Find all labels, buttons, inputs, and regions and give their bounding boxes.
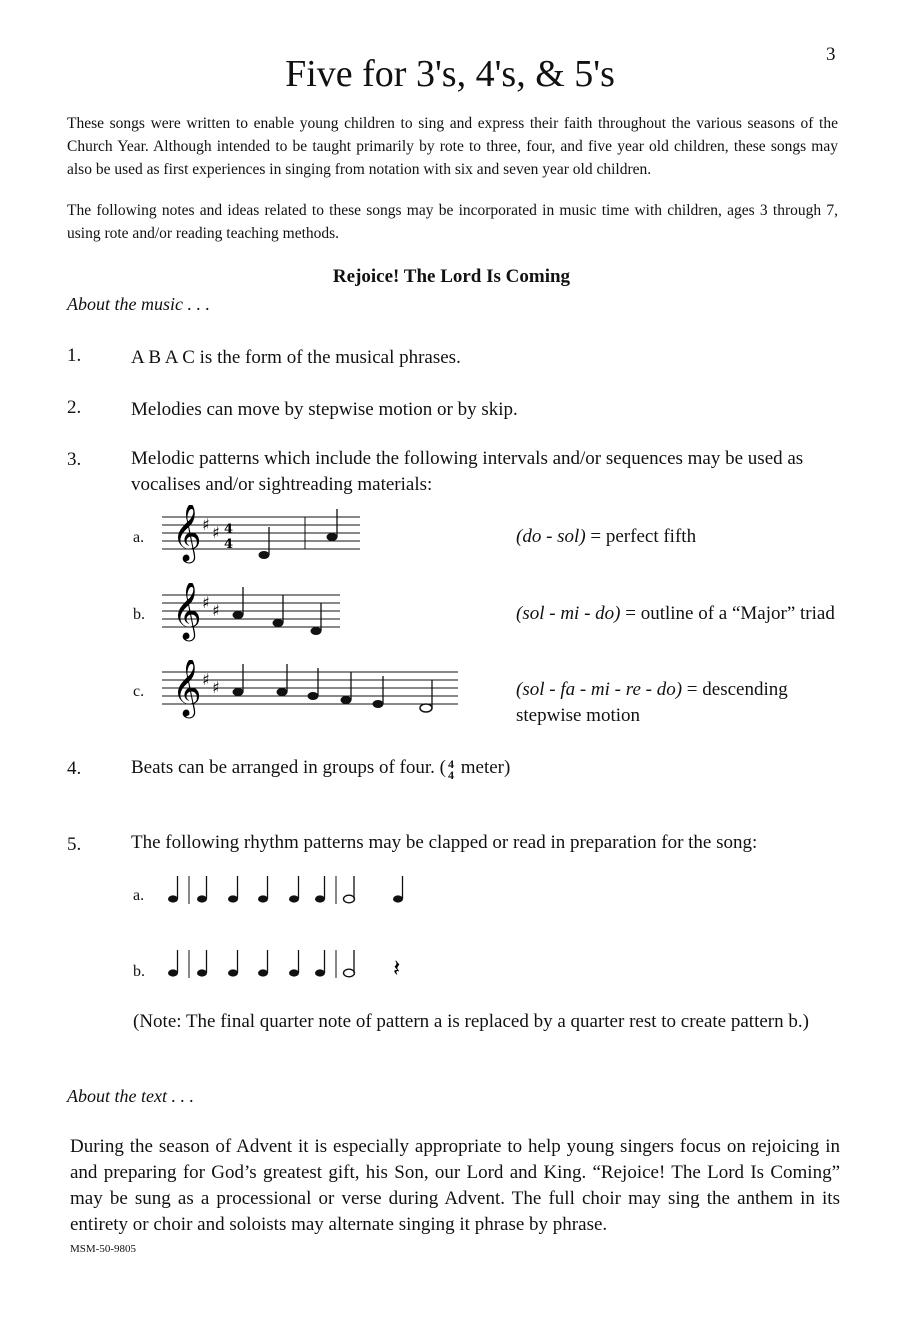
page-title: Five for 3's, 4's, & 5's <box>285 53 615 95</box>
pattern-description <box>516 677 846 729</box>
item-text <box>131 755 510 781</box>
meter-top: 4 <box>447 757 454 771</box>
pattern-description <box>516 601 836 627</box>
item-text-after: meter) <box>455 757 511 778</box>
note-head <box>327 533 338 541</box>
footer-code: MSM-50-9805 <box>70 1243 137 1255</box>
note-head <box>233 611 244 619</box>
item-number: 3. <box>67 449 82 470</box>
item-text: Melodies can move by stepwise motion or by skip. <box>131 399 518 420</box>
song-title: Rejoice! The Lord Is Coming <box>332 266 571 287</box>
staff-pattern-c <box>160 660 465 725</box>
item-number: 1. <box>67 345 82 366</box>
note-head <box>420 704 432 712</box>
staff-pattern-b <box>160 583 370 648</box>
sharp-icon: ♯ <box>202 593 210 612</box>
quarter-rest-icon: 𝄽 <box>393 954 401 982</box>
intro-paragraph: The following notes and ideas related to these songs may be incorporated in music time with children, ages 3 through 7, using rote and/or reading teaching methods. <box>67 202 838 242</box>
note-head <box>311 627 322 635</box>
rhythm-pattern-b <box>160 942 420 982</box>
item-text: Melodic patterns which include the following intervals and/or sequences may be used as vocalises and/or sightreading materials: <box>131 448 804 495</box>
svg-text:4: 4 <box>224 537 234 552</box>
text-paragraph: During the season of Advent it is especially appropriate to help young singers focus on rejoicing in and preparing for God’s greatest gift, his Son, our Lord and King. “Rejoice! The Lord Is Coming” may be sung as a processional or verse during Advent. The full choir may sing the anthem in its entirety or choir and soloists may alternate singing it phrase by phrase. <box>70 1136 840 1235</box>
intro-paragraph: These songs were written to enable young children to sing and express their faith throughout the various seasons of the Church Year. Although intended to be taught primarily by rote to three, four, and five year old children, these songs may also be used as first experiences in singing from notation with six and seven year old children. <box>67 115 838 178</box>
pattern-description <box>516 524 696 550</box>
item-number: 5. <box>67 834 82 855</box>
sharp-icon: ♯ <box>212 601 220 620</box>
treble-clef-icon: 𝄞 <box>172 505 202 561</box>
pattern-label: b. <box>133 606 145 623</box>
solfege-syllables: (do - sol) <box>516 526 586 547</box>
item-number: 2. <box>67 397 82 418</box>
rhythm-note: (Note: The final quarter note of pattern a is replaced by a quarter rest to create pattern b.) <box>133 1011 809 1032</box>
item-text: A B A C is the form of the musical phrases. <box>131 347 461 368</box>
staff-pattern-a <box>160 505 370 570</box>
treble-clef-icon: 𝄞 <box>172 583 202 639</box>
time-signature <box>448 759 454 781</box>
rhythm-label: a. <box>133 887 145 904</box>
sharp-icon: ♯ <box>202 670 210 689</box>
pattern-label: c. <box>133 683 145 700</box>
treble-clef-icon: 𝄞 <box>172 660 202 716</box>
pattern-meaning: = descending stepwise motion <box>516 679 788 726</box>
note-head <box>233 688 244 696</box>
item-number: 4. <box>67 758 82 779</box>
item-text-before: Beats can be arranged in groups of four. ( <box>131 757 446 778</box>
note-head <box>341 696 352 704</box>
about-text-heading: About the text . . . <box>67 1086 194 1106</box>
rhythm-pattern-a <box>160 868 420 908</box>
page-number: 3 <box>826 44 836 65</box>
rhythm-label: b. <box>133 963 145 980</box>
about-music-heading: About the music . . . <box>67 294 210 314</box>
pattern-meaning: = outline of a “Major” triad <box>620 603 835 624</box>
pattern-meaning: = perfect fifth <box>585 526 697 547</box>
meter-bottom: 4 <box>447 768 454 782</box>
note-head <box>373 700 384 708</box>
note-head <box>259 551 270 559</box>
note-head <box>308 692 319 700</box>
item-text: The following rhythm patterns may be clapped or read in preparation for the song: <box>131 832 758 853</box>
solfege-syllables: (sol - mi - do) <box>516 603 621 624</box>
sharp-icon: ♯ <box>212 678 220 697</box>
sharp-icon: ♯ <box>212 523 220 542</box>
sharp-icon: ♯ <box>202 515 210 534</box>
note-head <box>273 619 284 627</box>
solfege-syllables: (sol - fa - mi - re - do) <box>516 679 683 700</box>
pattern-label: a. <box>133 529 145 546</box>
note-head <box>277 688 288 696</box>
svg-text:4: 4 <box>224 522 234 537</box>
